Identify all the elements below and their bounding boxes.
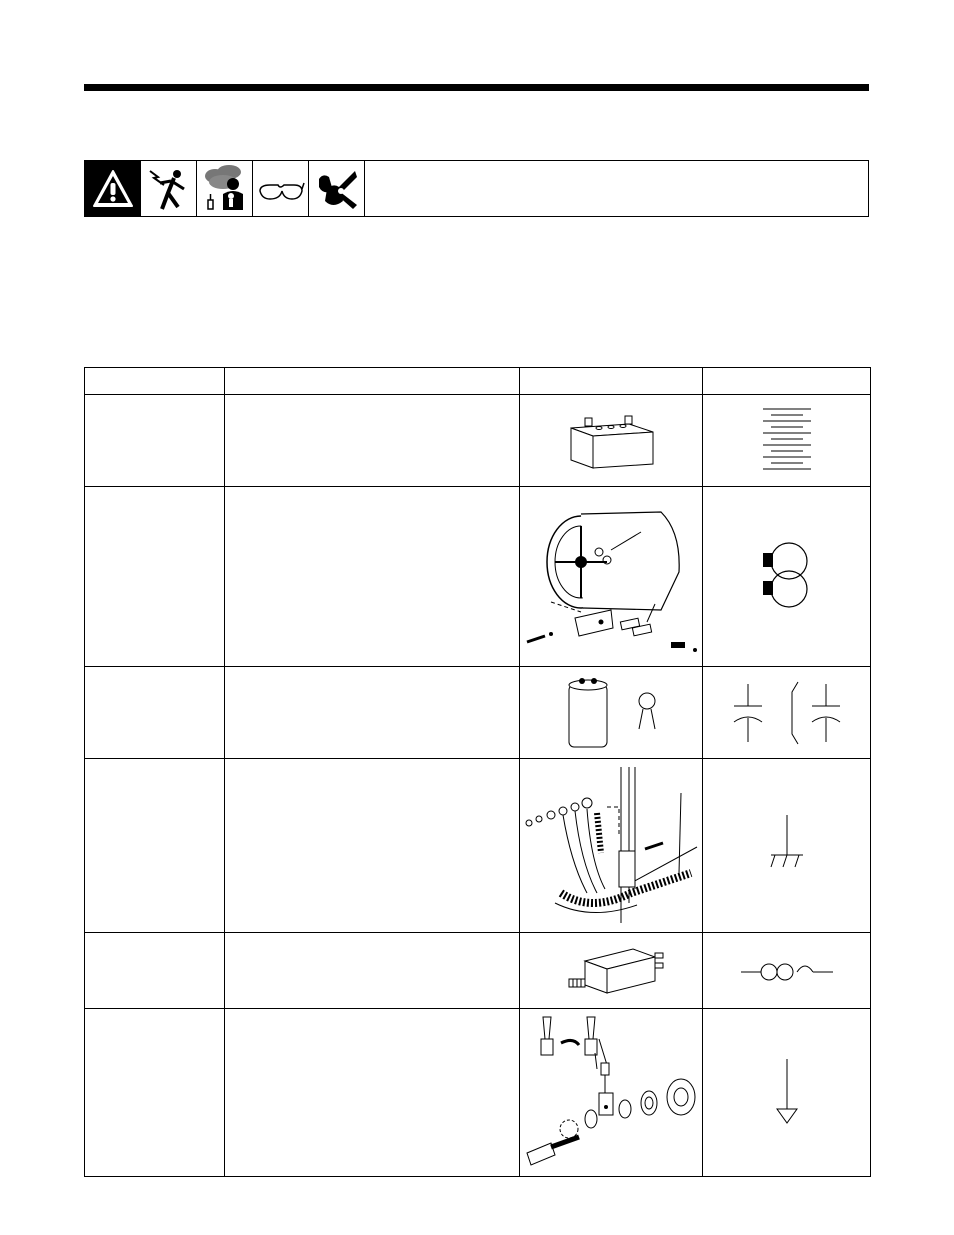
table-row <box>85 667 871 759</box>
part-name <box>85 395 225 487</box>
brush-assembly-illustration <box>520 487 703 667</box>
table-row <box>85 933 871 1009</box>
chassis-ground-illustration <box>520 759 703 933</box>
table-row <box>85 759 871 933</box>
part-name <box>85 933 225 1009</box>
part-name <box>85 759 225 933</box>
column-header-name <box>85 368 225 395</box>
part-description <box>225 759 520 933</box>
warning-triangle-icon <box>85 161 141 216</box>
table-row <box>85 487 871 667</box>
brushes-symbol <box>703 487 871 667</box>
part-description <box>225 1009 520 1177</box>
part-name <box>85 1009 225 1177</box>
column-header-description <box>225 368 520 395</box>
table-row <box>85 395 871 487</box>
choke-illustration <box>520 933 703 1009</box>
choke-symbol <box>703 933 871 1009</box>
column-header-illustration <box>520 368 703 395</box>
part-description <box>225 487 520 667</box>
capacitor-illustration <box>520 667 703 759</box>
moving-parts-icon <box>309 161 365 216</box>
parts-symbol-table <box>84 367 871 1177</box>
part-description <box>225 933 520 1009</box>
safety-glasses-icon <box>253 161 309 216</box>
ground-connection-illustration <box>520 1009 703 1177</box>
column-header-symbol <box>703 368 871 395</box>
part-description <box>225 395 520 487</box>
part-name <box>85 487 225 667</box>
capacitor-symbol <box>703 667 871 759</box>
battery-symbol <box>703 395 871 487</box>
safety-banner <box>84 160 869 217</box>
part-description <box>225 667 520 759</box>
fumes-icon <box>197 161 253 216</box>
earth-ground-symbol <box>703 1009 871 1177</box>
part-name <box>85 667 225 759</box>
safety-banner-text <box>365 161 868 216</box>
table-header-row <box>85 368 871 395</box>
electric-shock-icon <box>141 161 197 216</box>
table-row <box>85 1009 871 1177</box>
chassis-ground-symbol <box>703 759 871 933</box>
top-rule <box>84 84 869 91</box>
battery-illustration <box>520 395 703 487</box>
